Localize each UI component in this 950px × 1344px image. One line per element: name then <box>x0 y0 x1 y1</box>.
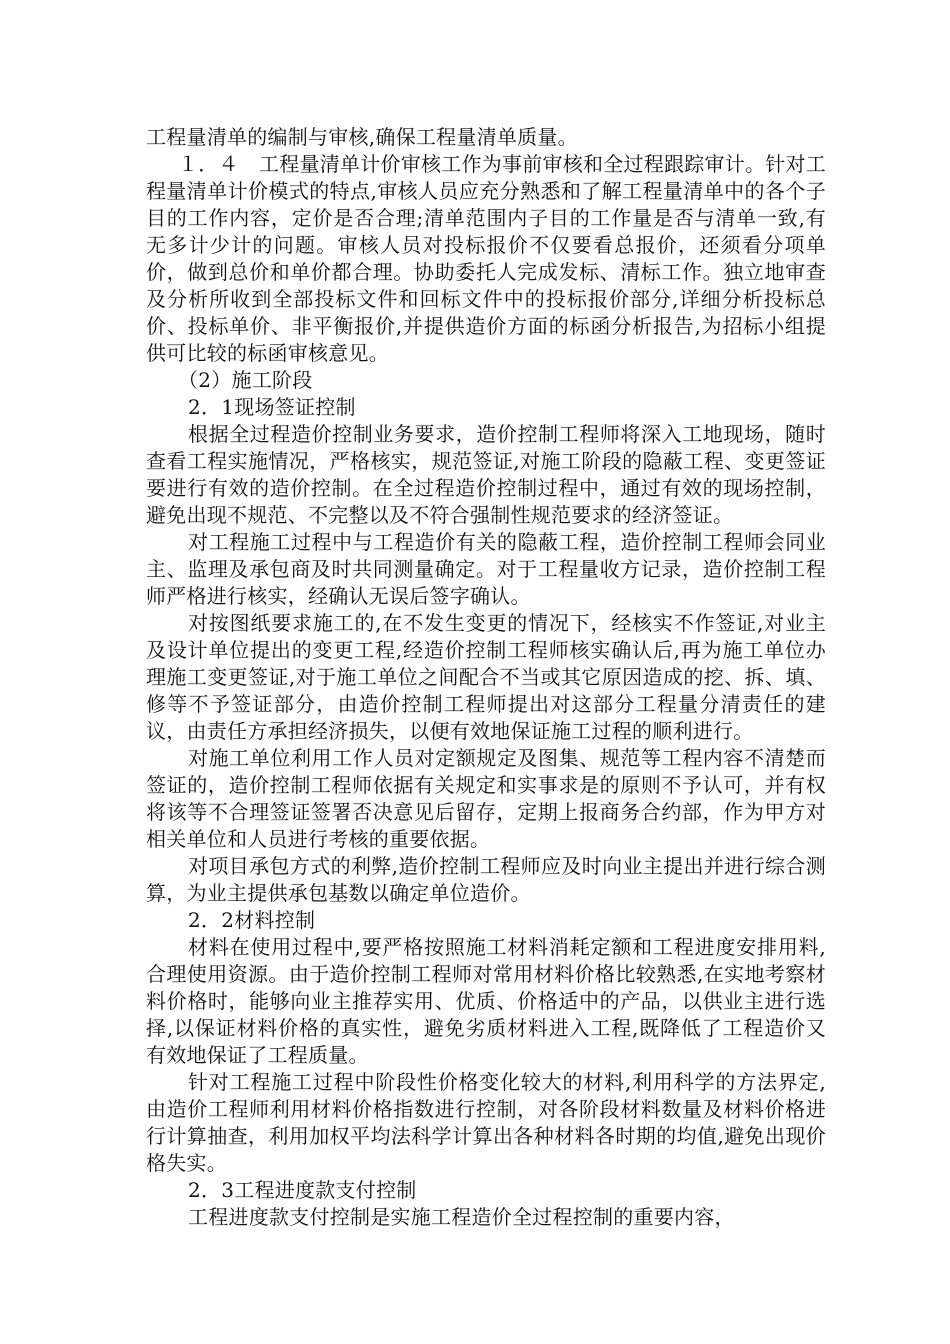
subsection-heading-material-control: 2．2材料控制 <box>188 908 316 932</box>
paragraph-site-visa-3: 对按图纸要求施工的,在不发生变更的情况下，经核实不作签证,对业主及设计单位提出的变更工程,经造价控制工程师核实确认后,再为施工单位办理施工变更签证,对于施工单位之间配合不当或其它原因造成的挖、拆、填、修等不予签证部分，由造价控制工程师提出对这部分工程量分清责任的建议，由责任方承担经济损失，以便有效地保证施工过程的顺利进行。 <box>146 611 826 743</box>
paragraph-material-2: 针对工程施工过程中阶段性价格变化较大的材料,利用科学的方法界定,由造价工程师利用材料价格指数进行控制，对各阶段材料数量及材料价格进行计算抽查，利用加权平均法科学计算出各种材料各时期的均值,避免出现价格失实。 <box>146 1070 826 1175</box>
subsection-heading-progress-payment: 2．3工程进度款支付控制 <box>188 1178 417 1202</box>
paragraph-continued: 工程量清单的编制与审核,确保工程量清单质量。 <box>146 125 578 149</box>
paragraph-site-visa-4: 对施工单位利用工作人员对定额规定及图集、规范等工程内容不清楚而签证的，造价控制工程师依据有关规定和实事求是的原则不予认可，并有权将该等不合理签证签署否决意见后留存，定期上报商务合约部，作为甲方对相关单位和人员进行考核的重要依据。 <box>146 746 826 851</box>
paragraph-1-4-review: １．４ 工程量清单计价审核工作为事前审核和全过程跟踪审计。针对工程量清单计价模式的特点,审核人员应充分熟悉和了解工程量清单中的各个子目的工作内容，定价是否合理;清单范围内子目的工作量是否与清单一致,有无多计少计的问题。审核人员对投标报价不仅要看总报价，还须看分项单价，做到总价和单价都合理。协助委托人完成发标、清标工作。独立地审查及分析所收到全部投标文件和回标文件中的投标报价部分,详细分析投标总价、投标单价、非平衡报价,并提供造价方面的标函分析报告,为招标小组提供可比较的标函审核意见。 <box>146 152 826 365</box>
paragraph-site-visa-5: 对项目承包方式的利弊,造价控制工程师应及时向业主提出并进行综合测算，为业主提供承包基数以确定单位造价。 <box>146 854 826 905</box>
subsection-heading-site-visa: 2．1现场签证控制 <box>188 395 356 419</box>
paragraph-site-visa-1: 根据全过程造价控制业务要求，造价控制工程师将深入工地现场，随时查看工程实施情况，严格核实，规范签证,对施工阶段的隐蔽工程、变更签证要进行有效的造价控制。在全过程造价控制过程中，通过有效的现场控制，避免出现不规范、不完整以及不符合强制性规范要求的经济签证。 <box>146 422 826 527</box>
document-body <box>146 124 826 1231</box>
section-heading-construction-stage: （2）施工阶段 <box>178 368 313 392</box>
paragraph-material-1: 材料在使用过程中,要严格按照施工材料消耗定额和工程进度安排用料,合理使用资源。由于造价控制工程师对常用材料价格比较熟悉,在实地考察材料价格时，能够向业主推荐实用、优质、价格适中的产品，以供业主进行选择,以保证材料价格的真实性，避免劣质材料进入工程,既降低了工程造价又有效地保证了工程质量。 <box>146 935 826 1067</box>
paragraph-progress-payment-1: 工程进度款支付控制是实施工程造价全过程控制的重要内容， <box>188 1205 735 1229</box>
paragraph-site-visa-2: 对工程施工过程中与工程造价有关的隐蔽工程，造价控制工程师会同业主、监理及承包商及时共同测量确定。对于工程量收方记录，造价控制工程师严格进行核实，经确认无误后签字确认。 <box>146 530 826 608</box>
